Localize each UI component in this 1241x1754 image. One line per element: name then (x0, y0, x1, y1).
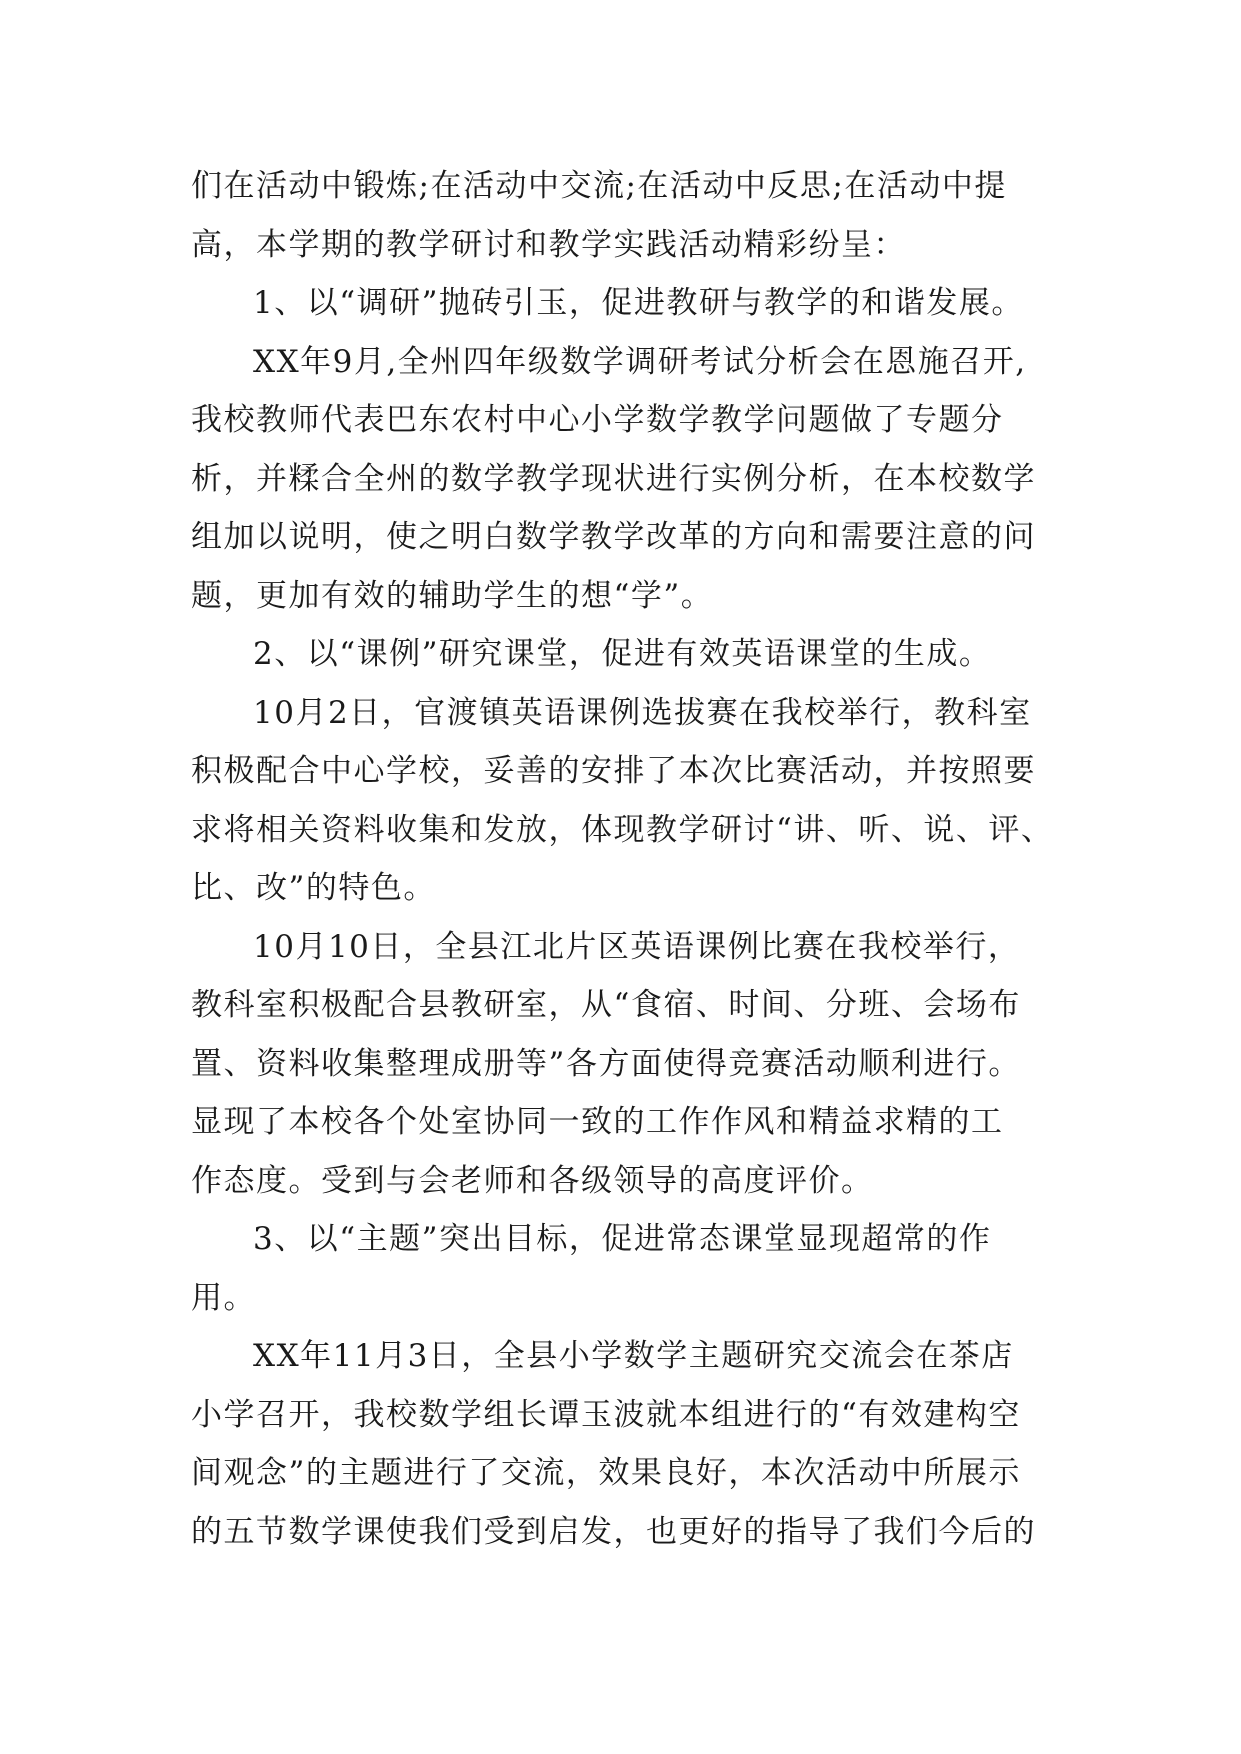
paragraph-line: 教科室积极配合县教研室，从“食宿、时间、分班、会场布 (191, 987, 1021, 1023)
paragraph-first-line: 2、以“课例”研究课堂，促进有效英语课堂的生成。 (253, 636, 992, 672)
paragraph-line: 高，本学期的教学研讨和教学实践活动精彩纷呈： (191, 226, 906, 263)
paragraph-line: 比、改”的特色。 (191, 870, 436, 906)
paragraph-first-line: XX年9月,全州四年级数学调研考试分析会在恩施召开, (253, 343, 1027, 380)
paragraph-first-line: 10月10日，全县江北片区英语课例比赛在我校举行， (253, 928, 1021, 965)
paragraph-line: 作态度。受到与会老师和各级领导的高度评价。 (191, 1162, 874, 1199)
paragraph-first-line: 10月2日，官渡镇英语课例选拔赛在我校举行，教科室 (253, 694, 1032, 731)
paragraph-line: 显现了本校各个处室协同一致的工作作风和精益求精的工 (191, 1104, 1004, 1140)
paragraph-line: 析，并糅合全州的数学教学现状进行实例分析，在本校数学 (191, 460, 1036, 497)
paragraph-line: 用。 (191, 1279, 256, 1316)
paragraph-line: 们在活动中锻炼;在活动中交流;在活动中反思;在活动中提 (191, 168, 1007, 204)
paragraph-first-line: 1、以“调研”抛砖引玉，促进教研与教学的和谐发展。 (253, 285, 1024, 321)
paragraph-first-line: XX年11月3日，全县小学数学主题研究交流会在茶店 (253, 1338, 1014, 1374)
paragraph-line: 间观念”的主题进行了交流，效果良好，本次活动中所展示 (191, 1455, 1021, 1491)
paragraph-line: 的五节数学课使我们受到启发，也更好的指导了我们今后的 (191, 1513, 1036, 1550)
paragraph-line: 题，更加有效的辅助学生的想“学”。 (191, 577, 714, 614)
paragraph-line: 置、资料收集整理成册等”各方面使得竞赛活动顺利进行。 (191, 1045, 1021, 1082)
paragraph-first-line: 3、以“主题”突出目标，促进常态课堂显现超常的作 (253, 1221, 992, 1257)
paragraph-line: 我校教师代表巴东农村中心小学数学教学问题做了专题分 (191, 402, 1004, 438)
paragraph-line: 积极配合中心学校，妥善的安排了本次比赛活动，并按照要 (191, 753, 1036, 789)
paragraph-line: 求将相关资料收集和发放，体现教学研讨“讲、听、说、评、 (191, 811, 1054, 848)
paragraph-line: 组加以说明，使之明白数学教学改革的方向和需要注意的问 (191, 519, 1036, 555)
body-text (191, 157, 1061, 1561)
paragraph-line: 小学召开，我校数学组长谭玉波就本组进行的“有效建构空 (191, 1396, 1021, 1433)
